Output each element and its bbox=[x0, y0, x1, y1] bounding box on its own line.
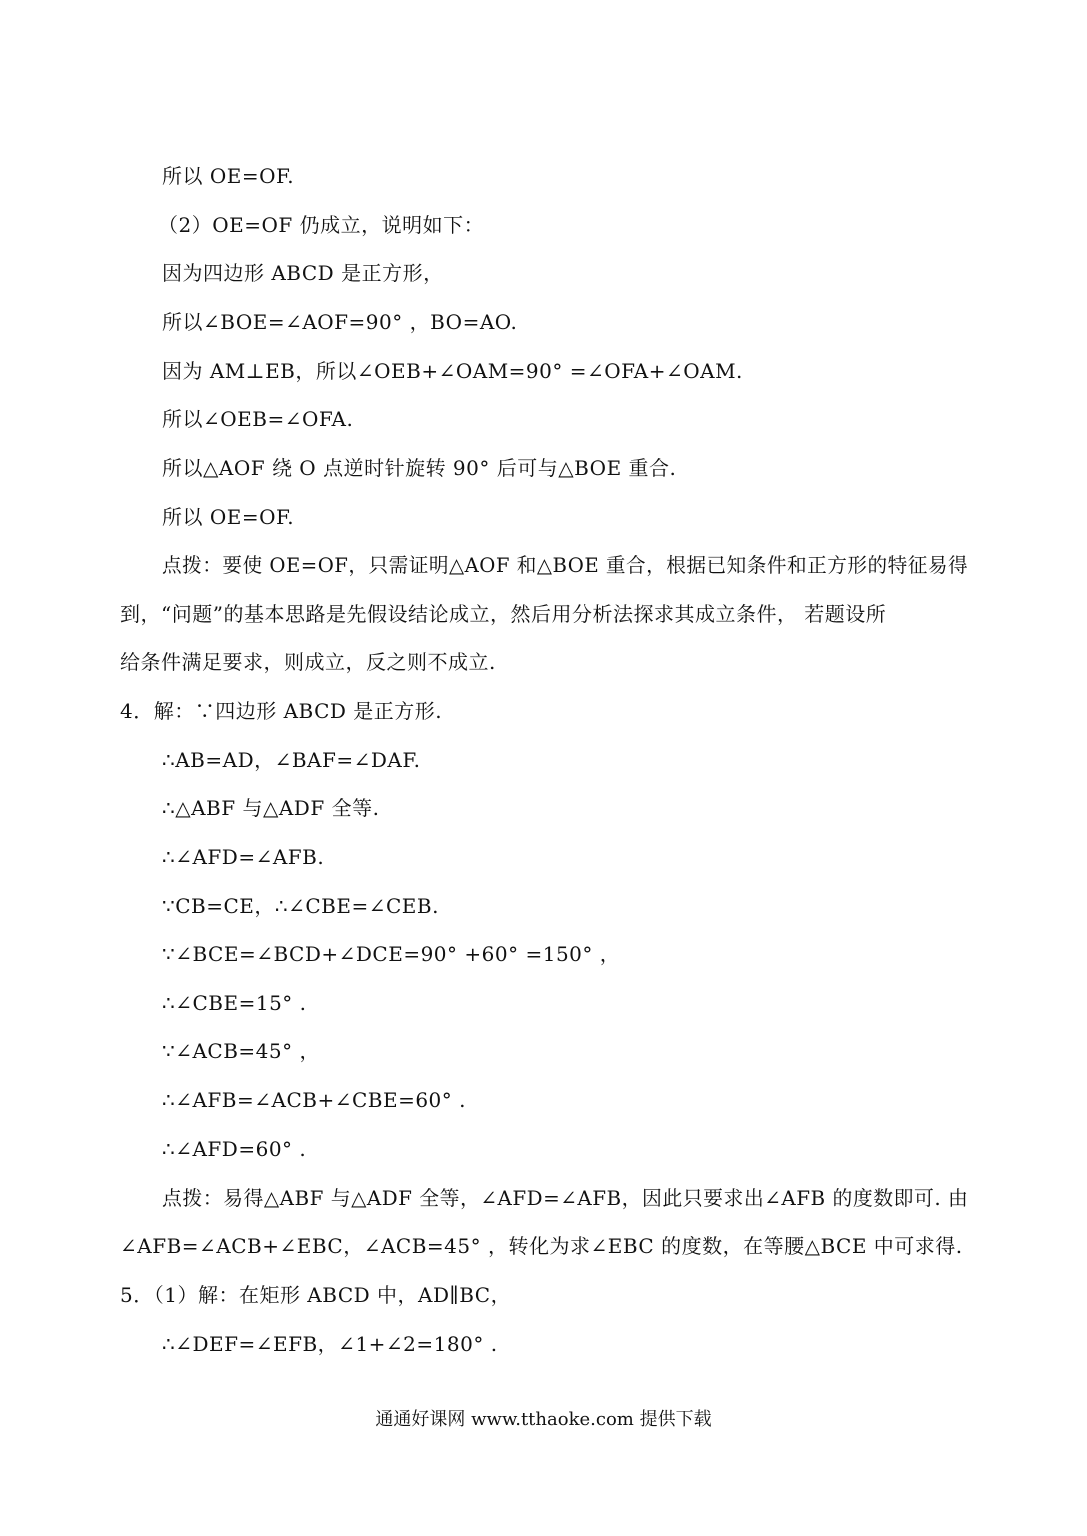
text-line-9: 点拨：要使 OE=OF，只需证明△AOF 和△BOE 重合，根据已知条件和正方形的特征易得 bbox=[162, 553, 969, 577]
page-footer: 通通好课网 www.tthaoke.com 提供下载 bbox=[375, 1409, 712, 1430]
text-line-25: ∴∠DEF=∠EFB，∠1+∠2=180° . bbox=[162, 1332, 498, 1356]
text-line-21: ∴∠AFD=60° . bbox=[162, 1137, 307, 1161]
text-line-12: 4．解：∵四边形 ABCD 是正方形. bbox=[120, 699, 443, 723]
text-line-18: ∴∠CBE=15° . bbox=[162, 991, 307, 1015]
text-line-7: 所以△AOF 绕 O 点逆时针旋转 90° 后可与△BOE 重合. bbox=[162, 456, 677, 480]
text-line-22: 点拨：易得△ABF 与△ADF 全等，∠AFD=∠AFB，因此只要求出∠AFB 的度数即可. 由 bbox=[162, 1186, 969, 1210]
text-line-19: ∵∠ACB=45° ， bbox=[162, 1039, 320, 1063]
text-line-15: ∴∠AFD=∠AFB. bbox=[162, 845, 325, 869]
text-line-20: ∴∠AFB=∠ACB+∠CBE=60° . bbox=[162, 1088, 466, 1112]
text-line-11: 给条件满足要求，则成立，反之则不成立. bbox=[120, 650, 496, 674]
text-line-1: 所以 OE=OF. bbox=[162, 164, 295, 188]
text-line-6: 所以∠OEB=∠OFA. bbox=[162, 407, 354, 431]
text-line-4: 所以∠BOE=∠AOF=90° ，BO=AO. bbox=[162, 310, 518, 334]
text-line-24: 5．（1）解：在矩形 ABCD 中，AD∥BC， bbox=[120, 1283, 512, 1307]
text-line-5: 因为 AM⊥EB，所以∠OEB+∠OAM=90° =∠OFA+∠OAM. bbox=[162, 359, 743, 383]
text-line-3: 因为四边形 ABCD 是正方形， bbox=[162, 261, 444, 285]
text-line-10: 到，“问题”的基本思路是先假设结论成立，然后用分析法探求其成立条件， 若题设所 bbox=[120, 602, 887, 626]
text-line-16: ∵CB=CE，∴∠CBE=∠CEB. bbox=[162, 894, 439, 918]
text-line-2: （2）OE=OF 仍成立，说明如下： bbox=[158, 213, 485, 237]
text-line-13: ∴AB=AD，∠BAF=∠DAF. bbox=[162, 748, 421, 772]
text-line-23: ∠AFB=∠ACB+∠EBC，∠ACB=45° ，转化为求∠EBC 的度数，在等腰△BCE 中可求得. bbox=[120, 1234, 963, 1258]
text-line-8: 所以 OE=OF. bbox=[162, 505, 295, 529]
text-line-17: ∵∠BCE=∠BCD+∠DCE=90° +60° =150° ， bbox=[162, 942, 621, 966]
text-line-14: ∴△ABF 与△ADF 全等. bbox=[162, 796, 380, 820]
